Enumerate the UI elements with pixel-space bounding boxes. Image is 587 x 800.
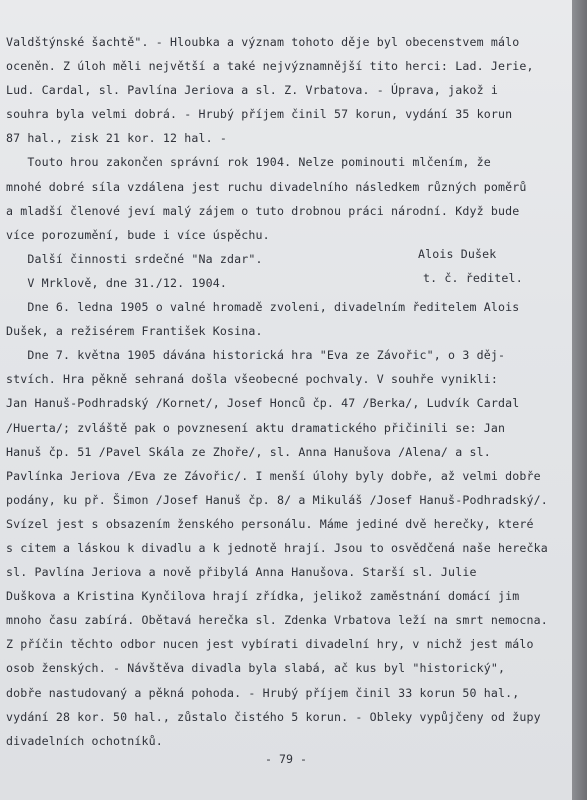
text-line: Valdštýnské šachtě". - Hloubka a význam tohoto děje byl obecenstvem málo [6,35,520,49]
text-line: sl. Pavlína Jeriova a nově přibylá Anna Hanušova. Starší sl. Julie [6,565,477,580]
document-body [6,30,566,753]
text-line: V Mrklově, dne 31./12. 1904. [6,275,228,290]
text-line: a mladší členové jeví malý zájem o tuto drobnou práci národní. Když bude [6,203,520,218]
text-line: více porozumění, bude i více úspěchu. [6,227,270,242]
text-line: mnoho času zabírá. Obětavá herečka sl. Zdenka Vrbatova leží na smrt nemocna. [6,613,548,628]
text-line: 87 hal., zisk 21 kor. 12 hal. - [6,131,228,146]
text-line: Dne 6. ledna 1905 o valné hromadě zvoleni, divadelním ředitelem Alois [6,300,520,315]
text-line: Dne 7. května 1905 dávána historická hra "Eva ze Závořic", o 3 děj- [6,348,506,363]
signature-title: t. č. ředitel. [423,271,523,285]
text-line: Z příčin těchto odbor nucen jest vybírati divadelní hry, v nichž jest málo [6,637,534,652]
text-line: oceněn. Z úloh měli největší a také nejvýznamnější tito herci: Lad. Jerie, [6,59,534,74]
text-line: vydání 28 kor. 50 hal., zůstalo čistého 5 korun. - Obleky vypůjčeny od župy [6,709,541,724]
text-line: Další činnosti srdečné "Na zdar". [6,251,263,266]
page-number: - 79 - [265,752,307,766]
text-line: dobře nastudovaný a pěkná pohoda. - Hrubý příjem činil 33 korun 50 hal., [6,685,520,700]
text-line: Dušek, a režisérem František Kosina. [6,324,263,339]
text-line: divadelních ochotníků. [6,733,163,748]
text-line: podány, ku př. Šimon /Josef Hanuš čp. 8/ a Mikuláš /Josef Hanuš-Podhradský/. [6,492,548,507]
text-line: stvích. Hra pěkně sehraná došla všeobecné pochvaly. V souhře vynikli: [6,372,498,387]
text-line: Touto hrou zakončen správní rok 1904. Nelze pominouti mlčením, že [6,155,491,170]
signature-name: Alois Dušek [418,247,497,261]
text-line: Pavlínka Jeriova /Eva ze Závořic/. I menší úlohy byly dobře, až velmi dobře [6,468,541,483]
text-line: souhra byla velmi dobrá. - Hrubý příjem činil 57 korun, vydání 35 korun [6,107,513,122]
text-line: Hanuš čp. 51 /Pavel Skála ze Zhoře/, sl. Anna Hanušova /Alena/ a sl. [6,444,491,459]
text-line: /Huerta/; zvláště pak o povznesení aktu dramatického přičinili se: Jan [6,420,506,435]
page-edge [572,0,587,800]
text-line: osob ženských. - Návštěva divadla byla slabá, ač kus byl "historický", [6,661,506,676]
text-line: Lud. Cardal, sl. Pavlína Jeriova a sl. Z. Vrbatova. - Úprava, jakož i [6,83,498,98]
text-line: Duškova a Kristina Kynčilova hrají zřídka, jelikož zaměstnání domácí jim [6,589,520,604]
text-line: Jan Hanuš-Podhradský /Kornet/, Josef Honců čp. 47 /Berka/, Ludvík Cardal [6,396,520,411]
text-line: s citem a láskou k divadlu a k jednotě hrají. Jsou to osvědčená naše herečka [6,540,548,555]
text-line: Svízel jest s obsazením ženského personálu. Máme jediné dvě herečky, které [6,516,534,531]
text-line: mnohé dobré síla vzdálena jest ruchu divadelního následkem různých poměrů [6,179,527,194]
